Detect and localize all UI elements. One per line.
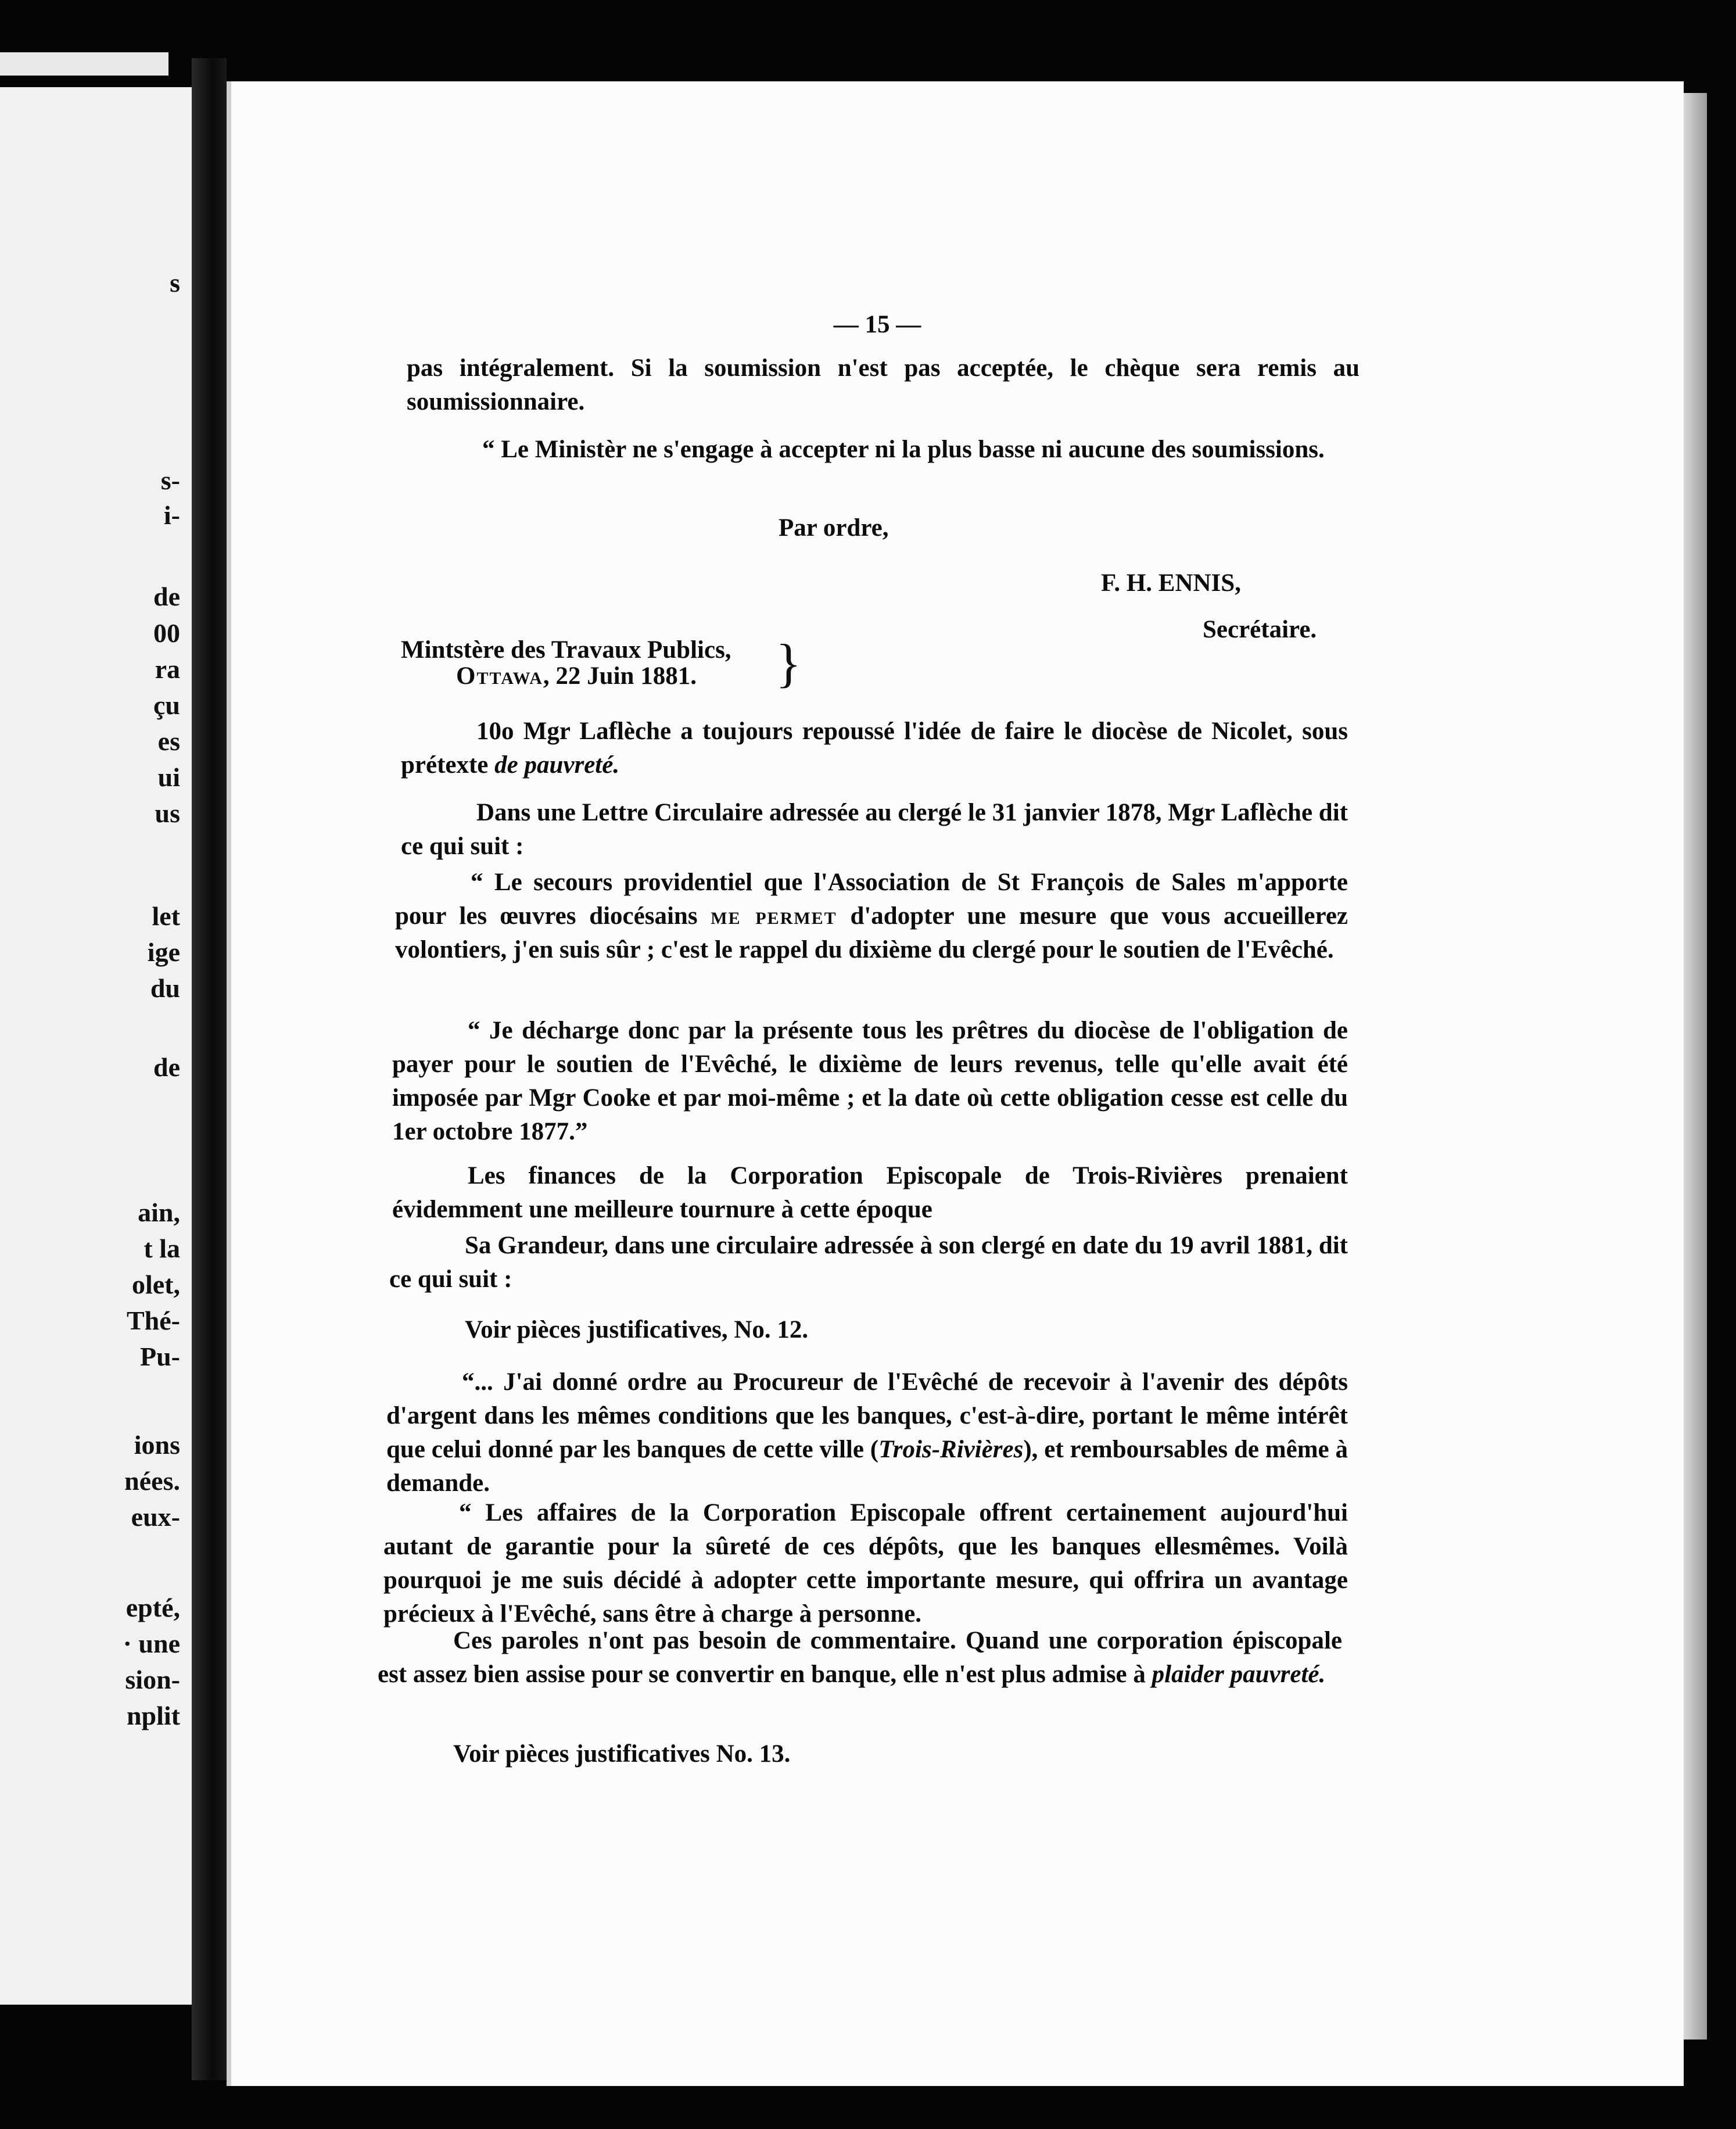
signer-name: F. H. ENNIS, bbox=[1101, 569, 1241, 597]
paragraph-3-italic: de pauvreté. bbox=[494, 751, 620, 779]
left-page-fragment: · une bbox=[123, 1629, 180, 1658]
paragraph-8: Sa Grandeur, dans une circulaire adressée à son clergé en date du 19 avril 1881, dit ce qui suit : bbox=[389, 1232, 1348, 1293]
paragraph-13: Voir pièces justificatives No. 13. bbox=[453, 1740, 791, 1768]
left-page-fragment: du bbox=[150, 973, 180, 1003]
left-page-fragment: sion- bbox=[125, 1665, 180, 1694]
par-ordre: Par ordre, bbox=[779, 514, 889, 542]
left-page-fragment: ra bbox=[155, 654, 180, 684]
left-page-fragment: eux- bbox=[131, 1502, 180, 1532]
left-page-fragment: nplit bbox=[126, 1701, 180, 1730]
paragraph-9: Voir pièces justificatives, No. 12. bbox=[465, 1316, 809, 1343]
left-page-fragment: ui bbox=[157, 762, 180, 792]
left-page-fragment: epté, bbox=[125, 1593, 180, 1622]
book-gutter bbox=[192, 58, 227, 2080]
left-page-fragment: 00 bbox=[153, 618, 180, 648]
page-edge-strip bbox=[0, 52, 168, 76]
signer-title: Secrétaire. bbox=[1203, 616, 1317, 643]
ministry-brace: } bbox=[776, 633, 802, 693]
paragraph-10-text-a: “... J'ai donné ordre au Procureur de l'Evêché de recevoir à l'avenir des dépôts d'argent dans les mêmes conditions que les banques, c'est-à-dire, portant le même intérêt que celui donné par les banques de cette ville ( bbox=[386, 1368, 1348, 1463]
left-page-fragment: ige bbox=[147, 937, 180, 967]
left-page bbox=[0, 87, 195, 2005]
paragraph-12-text: Ces paroles n'ont pas besoin de commentaire. Quand une corporation épiscopale est assez bien assise pour se convertir en banque, elle n'est plus admise à bbox=[378, 1627, 1342, 1688]
ministry-date: , 22 Juin 1881. bbox=[543, 662, 697, 690]
paragraph-7: Les finances de la Corporation Episcopale de Trois-Rivières prenaient évidemment une meilleure tournure à cette époque bbox=[392, 1162, 1348, 1223]
paragraph-10 bbox=[386, 1365, 1348, 1500]
paragraph-5 bbox=[395, 866, 1348, 967]
left-page-fragment: t la bbox=[144, 1234, 180, 1263]
left-page-fragment: de bbox=[153, 1052, 180, 1082]
paragraph-10-text-b: ), et remboursables de même à demande. bbox=[386, 1436, 1348, 1497]
left-page-fragment: de bbox=[153, 582, 180, 611]
ministry-city: Ottawa bbox=[456, 662, 543, 690]
paragraph-10-italic: Trois-Rivières bbox=[878, 1436, 1024, 1463]
paragraph-5-text-a: “ Le secours providentiel que l'Association de St François de Sales m'apporte pour les œuvres diocésains bbox=[395, 869, 1348, 930]
paragraph-11: “ Les affaires de la Corporation Episcopale offrent certainement aujourd'hui autant de garantie pour la sûreté de ces dépôts, que les banques ellesmêmes. Voilà pourquoi je me suis décidé à adopter cette importante mesure, qui offrira un avantage précieux à l'Evêché, sans être à charge à personne. bbox=[383, 1499, 1348, 1628]
paragraph-5-text-b: d'adopter une mesure que vous accueillerez volontiers, j'en suis sûr ; c'est le rappel du dixième du clergé pour le soutien de l'Evêché. bbox=[395, 902, 1348, 963]
left-page-fragment: çu bbox=[153, 690, 180, 720]
left-page-fragment: ain, bbox=[138, 1198, 180, 1227]
left-page-fragment: Thé- bbox=[127, 1306, 180, 1335]
left-page-fragment: let bbox=[152, 901, 180, 931]
paragraph-3-text: 10o Mgr Laflèche a toujours repoussé l'idée de faire le diocèse de Nicolet, sous prétexte bbox=[401, 718, 1348, 779]
paragraph-2: “ Le Ministèr ne s'engage à accepter ni la plus basse ni aucune des soumissions. bbox=[482, 436, 1325, 463]
left-page-fragment: es bbox=[157, 726, 180, 756]
paragraph-12-italic: plaider pauvreté. bbox=[1152, 1661, 1326, 1688]
ministry-name: Mintstère des Travaux Publics, bbox=[401, 636, 731, 664]
left-page-fragment: s- bbox=[160, 465, 180, 495]
left-page-fragment: s bbox=[170, 268, 180, 298]
left-page-fragment: i- bbox=[163, 500, 180, 530]
paragraph-4: Dans une Lettre Circulaire adressée au clergé le 31 janvier 1878, Mgr Laflèche dit ce qui suit : bbox=[401, 799, 1348, 860]
ministry-place-date bbox=[456, 660, 697, 693]
left-page-fragment: olet, bbox=[131, 1270, 180, 1299]
left-page-fragment: ions bbox=[134, 1430, 180, 1460]
paragraph-3 bbox=[401, 715, 1348, 782]
page-number: — 15 — bbox=[833, 311, 921, 338]
left-page-fragment: Pu- bbox=[140, 1342, 180, 1371]
left-page-fragment: us bbox=[155, 798, 180, 828]
paragraph-6: “ Je décharge donc par la présente tous les prêtres du diocèse de l'obligation de payer pour le soutien de l'Evêché, le dixième de leurs revenus, telle qu'elle avait été imposée par Mgr Cooke et par moi-même ; et la date où cette obligation cesse est celle du 1er octobre 1877.” bbox=[392, 1017, 1348, 1145]
paragraph-12 bbox=[378, 1624, 1342, 1691]
left-page-fragment: nées. bbox=[124, 1466, 180, 1496]
paragraph-1: pas intégralement. Si la soumission n'est pas acceptée, le chèque sera remis au soumissionnaire. bbox=[407, 354, 1360, 415]
paragraph-5-smallcaps: me permet bbox=[711, 902, 837, 930]
